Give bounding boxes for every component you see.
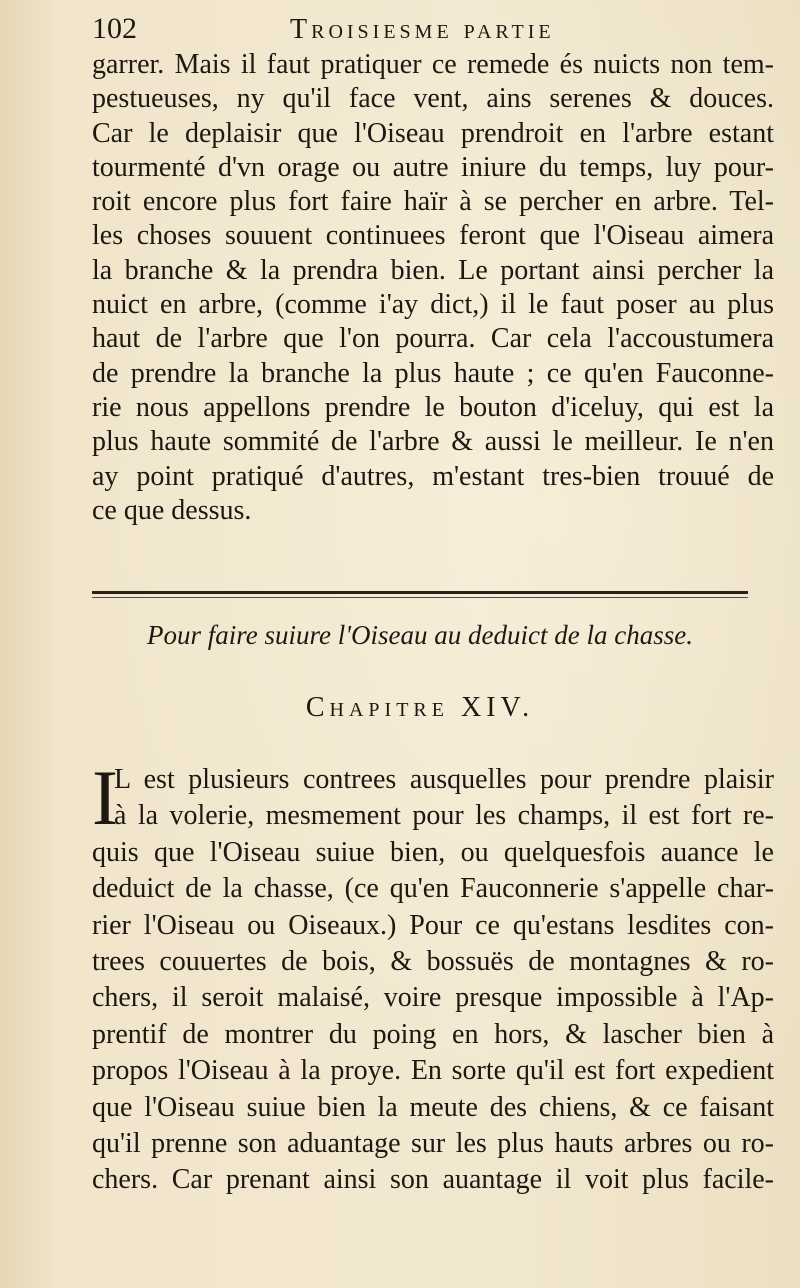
text-line: nuict en arbre, (comme i'ay dict,) il le faut poser au plus	[92, 289, 774, 321]
text-line: rie nous appellons prendre le bouton d'iceluy, qui est la	[92, 391, 774, 423]
text-line: garrer. Mais il faut pratiquer ce remede és nuicts non tem-	[92, 49, 774, 80]
chapter-title: Chapitre XIV.	[305, 692, 535, 723]
text-line: chers. Car prenant ainsi son auantage il voit plus facile-	[92, 1164, 774, 1196]
text-line: trees couuertes de bois, & bossuës de montagnes & ro-	[92, 945, 774, 977]
text-line: tourmenté d'vn orage ou autre iniure du temps, luy pour-	[92, 151, 774, 183]
text-line: haut de l'arbre que l'on pourra. Car cela l'accoustumera	[92, 323, 774, 355]
text-line: à la volerie, mesmement pour les champs, il est fort re-	[114, 800, 774, 832]
chapter-subtitle: Pour faire suiure l'Oiseau au deduict de la chasse.	[147, 620, 693, 650]
drop-cap: I	[92, 754, 118, 841]
page-header	[90, 10, 780, 46]
text-line: deduict de la chasse, (ce qu'en Fauconnerie s'appelle char-	[92, 873, 774, 905]
text-line: que l'Oiseau suiue bien la meute des chiens, & ce faisant	[92, 1091, 774, 1123]
text-line: rier l'Oiseau ou Oiseaux.) Pour ce qu'estans lesdites con-	[92, 909, 774, 941]
section-divider-thin	[92, 597, 748, 598]
text-line: la branche & la prendra bien. Le portant ainsi percher la	[92, 254, 774, 286]
text-line: ce que dessus.	[92, 494, 252, 526]
text-line: les choses souuent continuees feront que l'Oiseau aimera	[92, 220, 774, 252]
text-line: de prendre la branche la plus haute ; ce qu'en Fauconne-	[92, 357, 774, 389]
body-text-block	[92, 48, 774, 528]
text-line: propos l'Oiseau à la proye. En sorte qu'il est fort expedient	[92, 1055, 774, 1087]
page-number: 102	[92, 12, 137, 45]
chapter-text-block	[92, 754, 774, 1199]
text-line: roit encore plus fort faire haïr à se percher en arbre. Tel-	[92, 186, 774, 218]
text-line: ay point pratiqué d'autres, m'estant tres-bien trouué de	[92, 460, 774, 492]
section-divider	[92, 591, 748, 594]
running-head: Troisiesme partie	[290, 14, 555, 45]
text-line: Car le deplaisir que l'Oiseau prendroit en l'arbre estant	[92, 117, 774, 149]
text-line: pestueuses, ny qu'il face vent, ains serenes & douces.	[92, 83, 774, 115]
text-line: quis que l'Oiseau suiue bien, ou quelquesfois auance le	[92, 836, 774, 868]
text-line: chers, il seroit malaisé, voire presque impossible à l'Ap-	[92, 982, 774, 1014]
text-line: prentif de montrer du poing en hors, & lascher bien à	[92, 1018, 774, 1050]
text-line: L est plusieurs contrees ausquelles pour prendre plaisir	[114, 764, 774, 795]
text-line: plus haute sommité de l'arbre & aussi le meilleur. Ie n'en	[92, 426, 774, 458]
text-line: qu'il prenne son aduantage sur les plus hauts arbres ou ro-	[92, 1127, 774, 1159]
